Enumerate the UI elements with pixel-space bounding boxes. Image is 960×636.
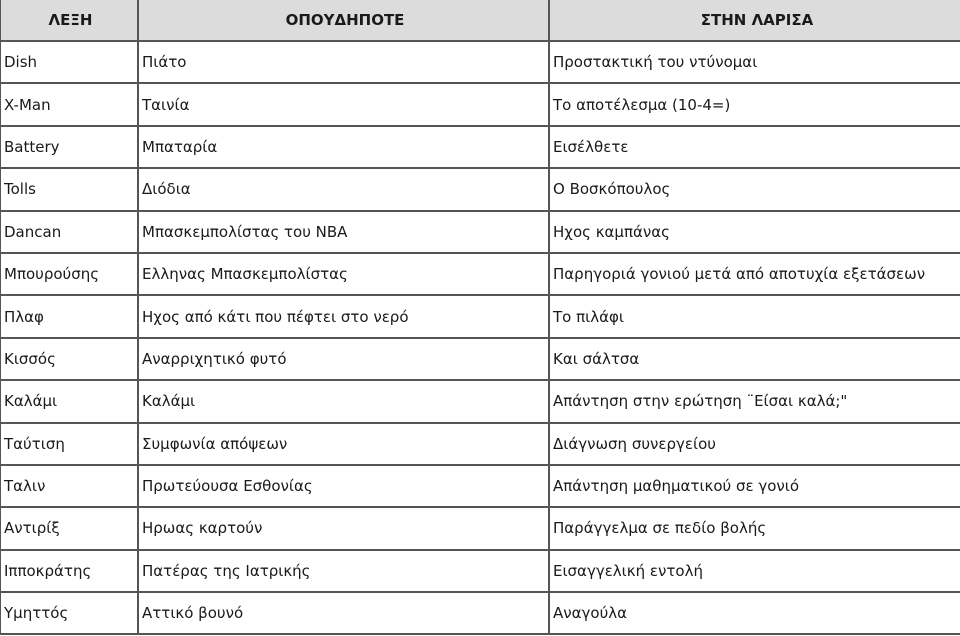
cell-larisa: Απάντηση στην ερώτηση ¨Είσαι καλά;" — [549, 380, 960, 422]
cell-word: Ιπποκράτης — [0, 550, 138, 592]
cell-word: Dancan — [0, 211, 138, 253]
header-row — [0, 0, 960, 41]
table-row — [0, 550, 960, 592]
table-row — [0, 253, 960, 295]
table-row — [0, 211, 960, 253]
table-row — [0, 423, 960, 465]
cell-anywhere: Μπασκεμπολίστας του NBA — [138, 211, 549, 253]
cell-larisa: Ο Βοσκόπουλος — [549, 168, 960, 210]
table-row — [0, 168, 960, 210]
cell-larisa: Και σάλτσα — [549, 338, 960, 380]
header-anywhere: ΟΠΟΥΔΗΠΟΤΕ — [138, 0, 549, 41]
cell-anywhere: Αναρριχητικό φυτό — [138, 338, 549, 380]
cell-anywhere: Πρωτεύουσα Εσθονίας — [138, 465, 549, 507]
cell-word: Υμηττός — [0, 592, 138, 634]
table-row — [0, 126, 960, 168]
cell-anywhere: Ηχος από κάτι που πέφτει στο νερό — [138, 295, 549, 337]
cell-anywhere: Μπαταρία — [138, 126, 549, 168]
table-row — [0, 380, 960, 422]
table-row — [0, 41, 960, 83]
table-row — [0, 295, 960, 337]
cell-anywhere: Καλάμι — [138, 380, 549, 422]
cell-word: Ταλιν — [0, 465, 138, 507]
cell-larisa: Εισέλθετε — [549, 126, 960, 168]
cell-anywhere: Ελληνας Μπασκεμπολίστας — [138, 253, 549, 295]
cell-word: Μπουρούσης — [0, 253, 138, 295]
cell-larisa: Ηχος καμπάνας — [549, 211, 960, 253]
cell-larisa: Αναγούλα — [549, 592, 960, 634]
cell-word: Κισσός — [0, 338, 138, 380]
cell-larisa: Το πιλάφι — [549, 295, 960, 337]
table-row — [0, 465, 960, 507]
cell-larisa: Εισαγγελική εντολή — [549, 550, 960, 592]
header-word: ΛΕΞΗ — [0, 0, 138, 41]
cell-anywhere: Συμφωνία απόψεων — [138, 423, 549, 465]
cell-anywhere: Ηρωας καρτούν — [138, 507, 549, 549]
cell-anywhere: Διόδια — [138, 168, 549, 210]
cell-word: Ταύτιση — [0, 423, 138, 465]
cell-word: Αντιρίξ — [0, 507, 138, 549]
cell-anywhere: Ταινία — [138, 83, 549, 125]
cell-larisa: Το αποτέλεσμα (10-4=) — [549, 83, 960, 125]
table-row — [0, 83, 960, 125]
cell-anywhere: Πιάτο — [138, 41, 549, 83]
cell-word: X-Man — [0, 83, 138, 125]
cell-larisa: Προστακτική του ντύνομαι — [549, 41, 960, 83]
cell-word: Battery — [0, 126, 138, 168]
cell-anywhere: Πατέρας της Ιατρικής — [138, 550, 549, 592]
cell-anywhere: Αττικό βουνό — [138, 592, 549, 634]
cell-word: Καλάμι — [0, 380, 138, 422]
table-row — [0, 338, 960, 380]
table-row — [0, 507, 960, 549]
cell-larisa: Παρηγοριά γονιού μετά από αποτυχία εξετάσεων — [549, 253, 960, 295]
header-larisa: ΣΤΗΝ ΛΑΡΙΣΑ — [549, 0, 960, 41]
cell-word: Dish — [0, 41, 138, 83]
cell-word: Πλαφ — [0, 295, 138, 337]
cell-larisa: Διάγνωση συνεργείου — [549, 423, 960, 465]
cell-larisa: Απάντηση μαθηματικού σε γονιό — [549, 465, 960, 507]
cell-word: Tolls — [0, 168, 138, 210]
cell-larisa: Παράγγελμα σε πεδίο βολής — [549, 507, 960, 549]
table-row — [0, 592, 960, 634]
